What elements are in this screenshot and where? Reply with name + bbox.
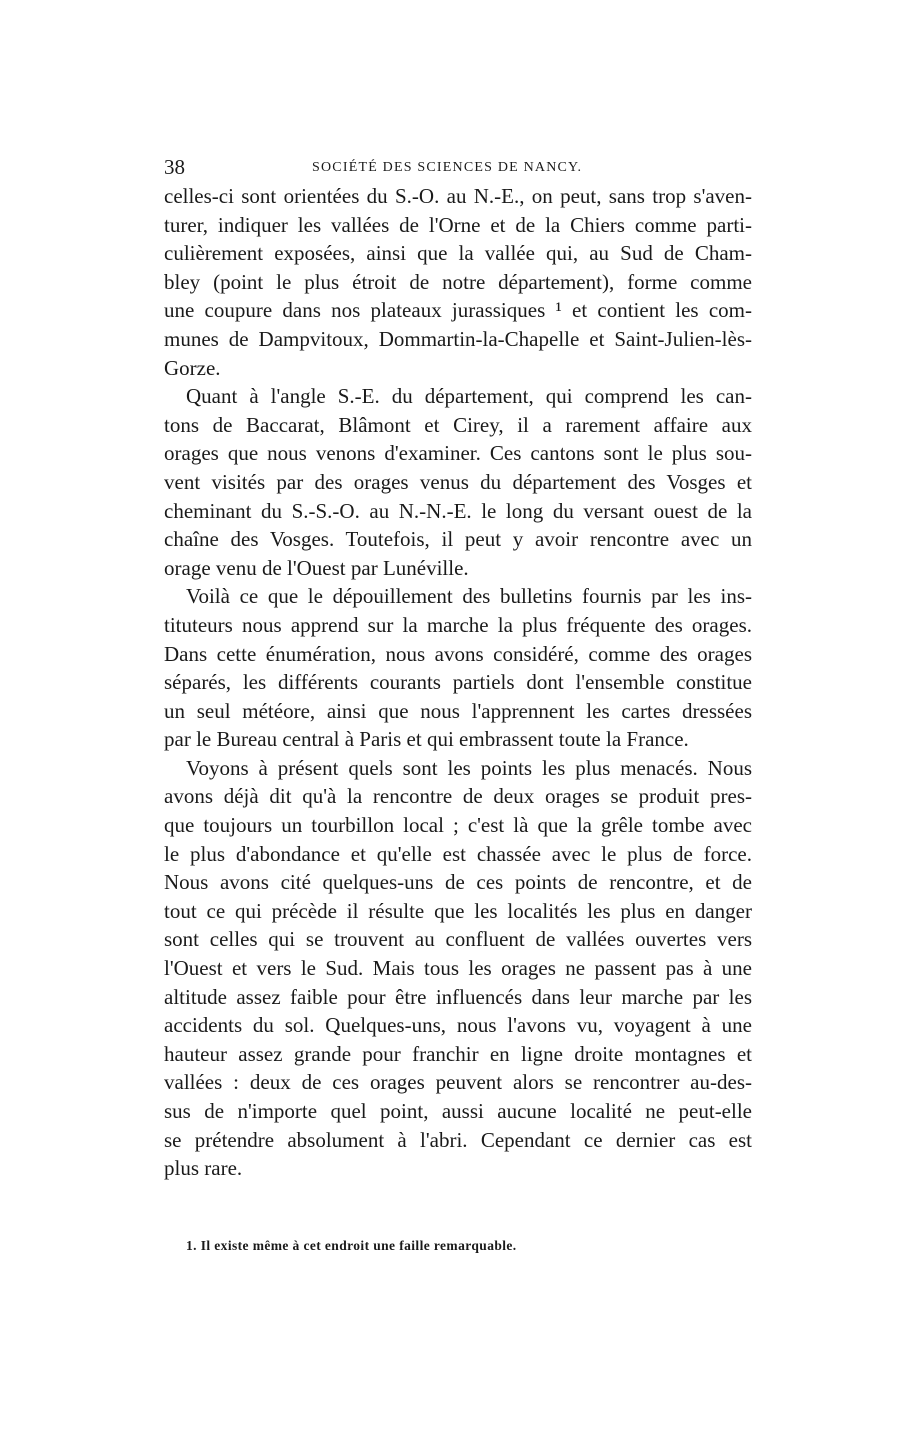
- text-line: Voyons à présent quels sont les points les plus menacés. Nous: [186, 755, 752, 780]
- text-line: tons de Baccarat, Blâmont et Cirey, il a rarement affaire aux: [164, 412, 752, 437]
- text-line: Gorze.: [164, 355, 221, 380]
- text-line: vent visités par des orages venus du département des Vosges et: [164, 469, 752, 494]
- page-header: [164, 152, 752, 182]
- text-line: sus de n'importe quel point, aussi aucune localité ne peut-elle: [164, 1099, 752, 1123]
- text-line: Quant à l'angle S.-E. du département, qui comprend les can-: [186, 384, 752, 409]
- paragraph-3: [164, 582, 752, 754]
- text-line: avons déjà dit qu'à la rencontre de deux orages se produit pres-: [164, 784, 752, 809]
- text-line: orages que nous venons d'examiner. Ces cantons sont le plus sou-: [164, 441, 752, 466]
- page-number: 38: [164, 155, 185, 179]
- text-line: tout ce qui précède il résulte que les localités les plus en danger: [164, 898, 752, 923]
- text-line: culièrement exposées, ainsi que la vallée qui, au Sud de Cham-: [164, 241, 752, 266]
- paragraph-4: [164, 754, 752, 1183]
- body-text: [164, 182, 752, 1183]
- text-line: vallées : deux de ces orages peuvent alors se rencontrer au-des-: [164, 1070, 752, 1095]
- text-line: turer, indiquer les vallées de l'Orne et de la Chiers comme parti-: [164, 212, 752, 237]
- text-line: sont celles qui se trouvent au confluent de vallées ouvertes vers: [164, 927, 752, 952]
- text-line: accidents du sol. Quelques-uns, nous l'avons vu, voyagent à une: [164, 1013, 752, 1038]
- text-line: que toujours un tourbillon local ; c'est là que la grêle tombe avec: [164, 813, 752, 838]
- text-line: munes de Dampvitoux, Dommartin-la-Chapelle et Saint-Julien-lès-: [164, 326, 752, 351]
- text-line: plus rare.: [164, 1156, 243, 1181]
- running-title: SOCIÉTÉ DES SCIENCES DE NANCY.: [312, 160, 583, 175]
- text-line: chaîne des Vosges. Toutefois, il peut y avoir rencontre avec un: [164, 527, 752, 552]
- text-line: se prétendre absolument à l'abri. Cependant ce dernier cas est: [164, 1127, 752, 1152]
- text-line: celles-ci sont orientées du S.-O. au N.-E., on peut, sans trop s'aven-: [164, 184, 752, 208]
- footnote: 1. Il existe même à cet endroit une faille remarquable.: [186, 1238, 517, 1253]
- text-line: le plus d'abondance et qu'elle est chassée avec le plus de force.: [164, 841, 752, 866]
- text-line: altitude assez faible pour être influencés dans leur marche par les: [164, 984, 752, 1009]
- text-line: l'Ouest et vers le Sud. Mais tous les orages ne passent pas à une: [164, 956, 752, 981]
- text-line: séparés, les différents courants partiels dont l'ensemble constitue: [164, 670, 752, 695]
- text-line: Voilà ce que le dépouillement des bulletins fournis par les ins-: [186, 584, 752, 609]
- text-line: orage venu de l'Ouest par Lunéville.: [164, 555, 469, 580]
- text-line: par le Bureau central à Paris et qui embrassent toute la France.: [164, 727, 689, 752]
- text-line: Nous avons cité quelques-uns de ces points de rencontre, et de: [164, 870, 752, 895]
- paragraph-2: [164, 382, 752, 582]
- text-line: Dans cette énumération, nous avons considéré, comme des orages: [164, 641, 752, 666]
- text-line: tituteurs nous apprend sur la marche la plus fréquente des orages.: [164, 612, 752, 637]
- text-line: un seul météore, ainsi que nous l'apprennent les cartes dressées: [164, 698, 752, 723]
- text-line: une coupure dans nos plateaux jurassiques ¹ et contient les com-: [164, 298, 752, 323]
- text-line: hauteur assez grande pour franchir en ligne droite montagnes et: [164, 1041, 752, 1066]
- text-line: cheminant du S.-S.-O. au N.-N.-E. le long du versant ouest de la: [164, 498, 752, 523]
- text-line: bley (point le plus étroit de notre département), forme comme: [164, 269, 752, 294]
- paragraph-1: [164, 182, 752, 382]
